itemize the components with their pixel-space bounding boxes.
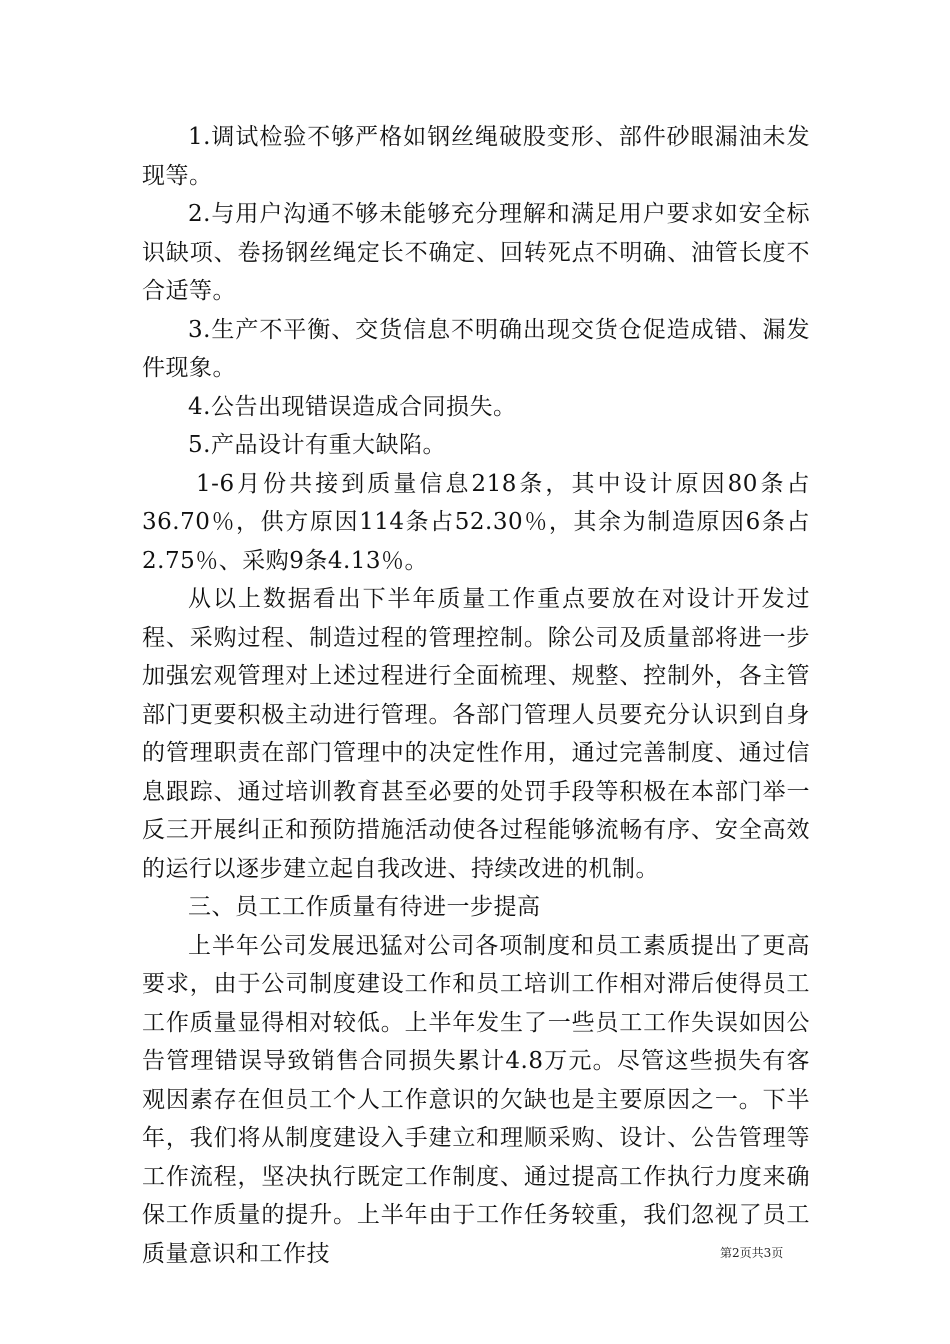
paragraph-item-5: 5.产品设计有重大缺陷。 (188, 432, 446, 458)
paragraph-item-1: 1.调试检验不够严格如钢丝绳破股变形、部件砂眼漏油未发现等。 (142, 124, 810, 189)
section-heading-three: 三、员工工作质量有待进一步提高 (188, 894, 541, 920)
paragraph-employee-quality: 上半年公司发展迅猛对公司各项制度和员工素质提出了更高要求，由于公司制度建设工作和员工培训工作相对滞后使得员工工作质量显得相对较低。上半年发生了一些员工工作失误如因公告管理错误导致销售合同损失累计4.8万元。尽管这些损失有客观因素存在但员工个人工作意识的欠缺也是主要原因之一。下半年，我们将从制度建设入手建立和理顺采购、设计、公告管理等工作流程，坚决执行既定工作制度、通过提高工作执行力度来确保工作质量的提升。上半年由于工作任务较重，我们忽视了员工质量意识和工作技 (142, 932, 810, 1267)
page-number-footer: 第2页共3页 (720, 1246, 784, 1260)
paragraph-item-4: 4.公告出现错误造成合同损失。 (188, 393, 517, 420)
paragraph-quality-stats: 1-6月份共接到质量信息218条，其中设计原因80条占36.70％，供方原因114条占52.30％，其余为制造原因6条占2.75％、采购9条4.13％。 (142, 470, 810, 574)
paragraph-item-2: 2.与用户沟通不够未能够充分理解和满足用户要求如安全标识缺项、卷扬钢丝绳定长不确定、回转死点不明确、油管长度不合适等。 (142, 201, 810, 304)
paragraph-item-3: 3.生产不平衡、交货信息不明确出现交货仓促造成错、漏发件现象。 (142, 316, 810, 381)
paragraph-analysis: 从以上数据看出下半年质量工作重点要放在对设计开发过程、采购过程、制造过程的管理控制。除公司及质量部将进一步加强宏观管理对上述过程进行全面梳理、规整、控制外，各主管部门更要积极主动进行管理。各部门管理人员要充分认识到自身的管理职责在部门管理中的决定性作用，通过完善制度、通过信息跟踪、通过培训教育甚至必要的处罚手段等积极在本部门举一反三开展纠正和预防措施活动使各过程能够流畅有序、安全高效的运行以逐步建立起自我改进、持续改进的机制。 (142, 586, 810, 882)
body-text (142, 118, 810, 1273)
